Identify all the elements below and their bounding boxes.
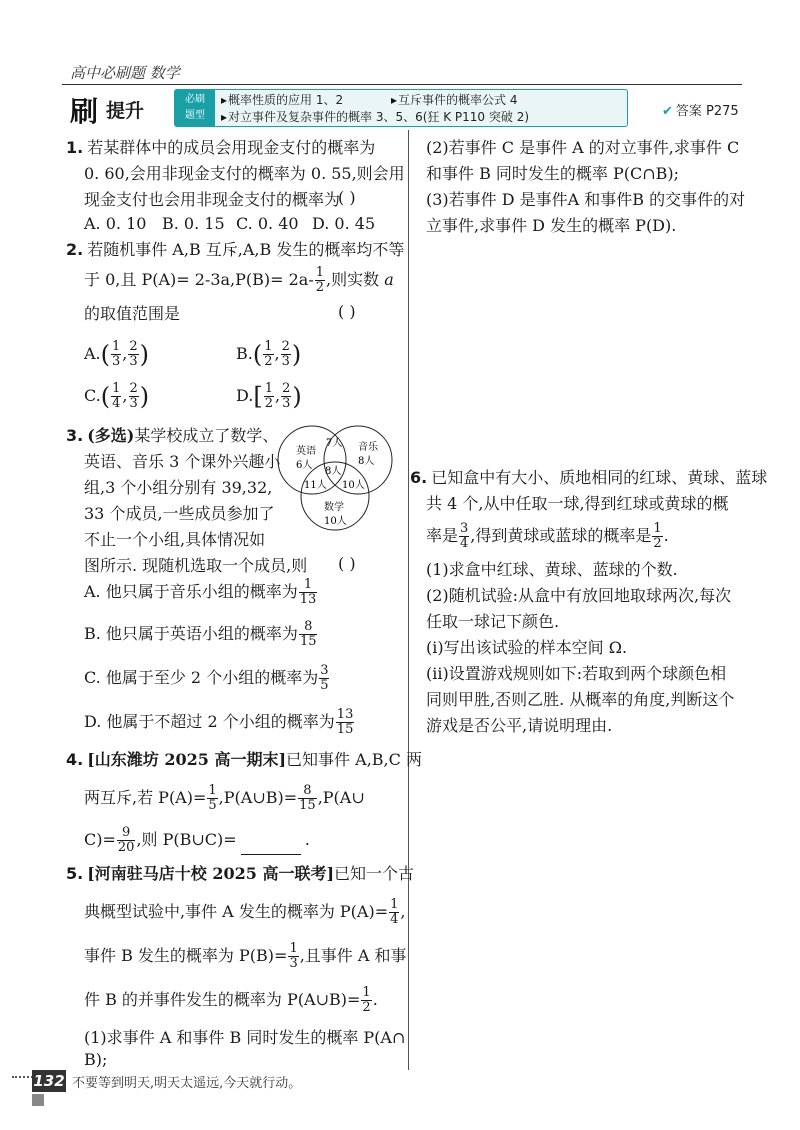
footer-quote: 不要等到明天,明天太遥远,今天就行动。 (72, 1076, 302, 1091)
q2-line1 (66, 238, 404, 262)
q4-line2-a: 两互斥,若 P(A)= (84, 788, 207, 807)
q2-opt-c-label: C. (84, 386, 101, 405)
q1-number: 1. (66, 138, 84, 157)
q3-opt-c-den: 5 (320, 678, 329, 693)
q1-option-c: C. 0. 40 (236, 214, 299, 233)
q5-f2-den: 3 (289, 956, 298, 971)
q4-f2-den: 15 (299, 798, 316, 813)
q1-line2: 0. 60,会用非现金支付的概率为 0. 55,则会用 (84, 164, 405, 183)
q6-sub2-line1: (2)随机试验:从盒中有放回地取球两次,每次 (426, 586, 732, 605)
seal-line-2: 题型 (185, 110, 205, 121)
q4-line3-b: ,则 P(B∪C)= (136, 830, 237, 849)
q3-tag: (多选) (87, 426, 135, 445)
q2-option-b: B.( $\frac{1}{2}$ , $\frac{2}{3}$ ) (236, 339, 302, 369)
q3-option-d (84, 708, 355, 737)
q6-sub1: (1)求盒中红球、黄球、蓝球的个数. (426, 560, 678, 579)
q2-option-d: D.[ $\frac{1}{2}$ , $\frac{2}{3}$ ) (236, 381, 302, 411)
q3-opt-b-text: B. 他只属于英语小组的概率为 (84, 624, 298, 643)
q3-opt-a-den: 13 (299, 592, 317, 607)
q5-line1-text: 已知一个古 (334, 864, 415, 883)
q2-opt-d-n2: 2 (282, 381, 291, 396)
q4-line1-text: 已知事件 A,B,C 两 (286, 750, 422, 769)
q4-f1-num: 1 (208, 783, 217, 798)
badge-brush-glyph: 刷 (70, 95, 97, 128)
q2-opt-b-d1: 2 (264, 354, 273, 369)
q6-sub2-line2: 任取一球记下颜色. (426, 612, 560, 631)
q5-frac-2 (288, 942, 298, 971)
q3-opt-b-num: 8 (299, 620, 318, 635)
q2-opt-d-f1 (264, 382, 274, 411)
q2-line2-post: ,则实数 (326, 270, 380, 289)
q5-f1-num: 1 (390, 897, 399, 912)
q2-opt-d-f2 (281, 382, 291, 411)
q1-line3: 现金支付也会用非现金支付的概率为 (84, 190, 341, 209)
q4-line3: C)= $\frac{9}{20}$ ,则 P(B∪C)= . (84, 825, 310, 855)
q3-opt-c-num: 3 (320, 663, 329, 678)
q4-frac-2 (298, 784, 317, 813)
q2-opt-b-n2: 2 (281, 339, 290, 354)
must-do-seal (175, 90, 215, 126)
q2-opt-a-d2: 3 (129, 354, 138, 369)
q4-line2 (84, 784, 365, 813)
q5-line3 (84, 942, 407, 971)
topic-tag-1: ▸ 概率性质的应用 1、2 (221, 91, 343, 108)
q5-line1 (66, 862, 414, 886)
q5-f3-den: 2 (362, 1000, 371, 1015)
q2-opt-c-d2: 3 (129, 396, 138, 411)
q2-line3: 的取值范围是 (84, 304, 181, 323)
q2-opt-a-n2: 2 (129, 339, 138, 354)
q2-opt-a-label: A. (84, 344, 101, 363)
q5-sub1-line2: B); (84, 1050, 108, 1069)
q5-frac-3 (361, 986, 371, 1015)
q4-f3-num: 9 (117, 826, 136, 841)
q1-answer-bracket: ( ) (338, 188, 356, 207)
q2-frac-den: 2 (315, 280, 325, 295)
q2-option-c: C.( $\frac{1}{4}$ , $\frac{2}{3}$ ) (84, 381, 150, 411)
q3-line3: 组,3 个小组分别有 39,32, (84, 478, 273, 497)
venn-count-english-math: 11人 (304, 480, 327, 491)
q6-number: 6. (410, 468, 428, 487)
q2-opt-d-rb: ) (292, 382, 302, 411)
q3-opt-d-text: D. 他属于不超过 2 个小组的概率为 (84, 712, 335, 731)
q3-option-c (84, 664, 330, 693)
q2-frac-num: 1 (315, 265, 325, 280)
q1-option-d: D. 0. 45 (312, 214, 376, 233)
q3-opt-a-frac (299, 578, 318, 607)
q3-opt-b-frac (299, 620, 318, 649)
q2-fraction (315, 266, 325, 295)
q4-frac-3 (117, 826, 136, 855)
q2-opt-a-f2 (128, 340, 138, 369)
q5-sub2-line1: (2)若事件 C 是事件 A 的对立事件,求事件 C (426, 138, 740, 157)
q3-option-a (84, 578, 318, 607)
q5-line2-a: 典概型试验中,事件 A 发生的概率为 P(A)= (84, 902, 389, 921)
q2-opt-b-n1: 1 (264, 339, 273, 354)
q3-opt-a-text: A. 他只属于音乐小组的概率为 (84, 582, 298, 601)
q3-opt-d-num: 13 (336, 707, 354, 722)
q3-opt-a-num: 1 (299, 578, 318, 593)
q4-f3-den: 20 (117, 840, 135, 855)
q4-source: [山东潍坊 2025 高一期末] (87, 750, 287, 769)
q2-opt-a-n1: 1 (112, 339, 121, 354)
q3-line4: 33 个成员,一些成员参加了 (84, 504, 275, 523)
venn-count-english-music: 7人 (326, 438, 343, 449)
q3-answer-bracket: ( ) (338, 554, 356, 573)
q5-f2-num: 1 (289, 941, 298, 956)
q6-frac-1 (459, 522, 469, 551)
q2-opt-d-d2: 3 (282, 396, 291, 411)
page-number: 132 (33, 1072, 65, 1090)
q2-opt-b-f1 (263, 340, 273, 369)
q3-line1 (66, 424, 278, 448)
q4-answer-blank[interactable] (241, 838, 301, 855)
q5-line4 (84, 986, 378, 1015)
q5-number: 5. (66, 864, 84, 883)
venn-diagram (276, 420, 394, 534)
q3-opt-c-frac (319, 664, 329, 693)
venn-count-center: 8人 (325, 466, 342, 477)
q5-line4-b: . (372, 990, 378, 1009)
q6-sub-ii-line2: 同则甲胜,否则乙胜. 从概率的角度,判断这个 (426, 690, 735, 709)
q2-option-a: A.( $\frac{1}{3}$ , $\frac{2}{3}$ ) (84, 339, 150, 369)
q3-line2: 英语、音乐 3 个课外兴趣小 (84, 452, 281, 471)
footer-mark (32, 1094, 44, 1106)
q4-f2-num: 8 (298, 784, 317, 799)
q2-opt-a-d1: 3 (112, 354, 121, 369)
venn-count-english: 6人 (296, 460, 313, 471)
q6-sub-i: (i)写出该试验的样本空间 Ω. (426, 638, 628, 657)
q6-line3 (426, 522, 669, 551)
q5-line3-b: ,且事件 A 和事 (299, 946, 407, 965)
q2-opt-c-f2 (129, 382, 139, 411)
q2-opt-b-lb: ( (252, 340, 263, 369)
q2-opt-d-n1: 1 (264, 381, 273, 396)
check-icon: ✔ (662, 104, 673, 119)
q2-opt-d-label: D. (236, 386, 254, 405)
q6-line3-b: ,得到黄球或蓝球的概率是 (470, 526, 652, 545)
q3-line6: 图所示. 现随机选取一个成员,则 (84, 556, 308, 575)
q5-source: [河南驻马店十校 2025 高一联考] (87, 864, 335, 883)
q2-line2 (84, 266, 394, 295)
q5-sub2-line2: 和事件 B 同时发生的概率 P(C∩B); (426, 164, 680, 183)
q2-opt-d-lb: [ (253, 382, 263, 411)
q2-opt-c-lb: ( (100, 382, 111, 411)
q3-opt-d-frac (336, 708, 355, 737)
q4-frac-1 (207, 784, 217, 813)
q6-line1 (410, 466, 767, 490)
q6-sub-ii-line3: 游戏是否公平,请说明理由. (426, 716, 613, 735)
q2-opt-c-n1: 1 (112, 381, 121, 396)
book-title: 高中必刷题 数学 (70, 64, 180, 82)
venn-count-music: 8人 (358, 456, 375, 467)
q4-number: 4. (66, 750, 84, 769)
badge-word: 提升 (106, 100, 145, 122)
q6-f2-den: 2 (653, 536, 662, 551)
answer-ref (662, 100, 739, 119)
venn-label-music: 音乐 (358, 442, 378, 453)
q3-number: 3. (66, 426, 84, 445)
q2-opt-c-n2: 2 (129, 381, 138, 396)
q5-line3-a: 事件 B 发生的概率为 P(B)= (84, 946, 288, 965)
q4-line2-b: ,P(A∪B)= (218, 788, 298, 807)
q2-opt-c-d1: 4 (112, 396, 121, 411)
q6-line2: 共 4 个,从中任取一球,得到红球或黄球的概 (426, 494, 729, 513)
q2-line1-text: 若随机事件 A,B 互斥,A,B 发生的概率均不等 (87, 240, 405, 259)
q4-line1 (66, 748, 422, 772)
q2-opt-a-f1 (111, 340, 121, 369)
q1-line1 (66, 136, 375, 160)
q6-sub-ii-line1: (ii)设置游戏规则如下:若取到两个球颜色相 (426, 664, 727, 683)
topic-tag-3: ▸ 对立事件及复杂事件的概率 3、5、6(狂 K P110 突破 2) (221, 108, 529, 125)
q4-line3-a: C)= (84, 830, 116, 849)
q3-line1-text: 某学校成立了数学、 (134, 426, 279, 445)
answer-text: 答案 P275 (675, 104, 739, 119)
q4-line2-c: ,P(A∪ (317, 788, 365, 807)
q6-line1-text: 已知盒中有大小、质地相同的红球、黄球、蓝球 (431, 468, 768, 487)
q6-f2-num: 1 (653, 521, 662, 536)
column-divider (408, 130, 409, 1070)
q5-f1-den: 4 (390, 912, 399, 927)
q2-opt-a-lb: ( (100, 340, 111, 369)
q3-option-b (84, 620, 318, 649)
q2-opt-a-rb: ) (139, 340, 150, 369)
q6-line3-c: . (663, 526, 669, 545)
q2-answer-bracket: ( ) (338, 302, 356, 321)
q5-line4-a: 件 B 的并事件发生的概率为 P(A∪B)= (84, 990, 361, 1009)
q6-f1-num: 3 (460, 521, 469, 536)
q2-opt-b-label: B. (236, 344, 253, 363)
venn-count-math: 10人 (324, 516, 347, 527)
q5-frac-1 (389, 898, 399, 927)
topic-tag-2: ▸ 互斥事件的概率公式 4 (391, 91, 517, 108)
venn-label-english: 英语 (296, 446, 316, 457)
q2-number: 2. (66, 240, 84, 259)
topic-tag-box (174, 89, 628, 127)
q2-var-a: a (384, 270, 394, 289)
q2-line2-pre: 于 0,且 P(A)= 2-3a,P(B)= 2a- (84, 270, 314, 289)
q4-f1-den: 5 (208, 798, 217, 813)
q6-line3-a: 率是 (426, 526, 459, 545)
header-rule (62, 84, 742, 85)
q2-opt-b-d2: 3 (281, 354, 290, 369)
q5-sub3-line1: (3)若事件 D 是事件A 和事件B 的交事件的对 (426, 190, 746, 209)
venn-label-math: 数学 (324, 502, 344, 513)
q5-line2-b: , (400, 902, 406, 921)
q5-sub3-line2: 立事件,求事件 D 发生的概率 P(D). (426, 216, 677, 235)
q2-opt-b-rb: ) (291, 340, 302, 369)
q6-f1-den: 4 (460, 536, 469, 551)
section-badge (70, 90, 170, 128)
q1-line1-text: 若某群体中的成员会用现金支付的概率为 (87, 138, 376, 157)
q2-opt-d-d1: 2 (264, 396, 273, 411)
q5-line2 (84, 898, 406, 927)
q3-opt-d-den: 15 (336, 722, 354, 737)
q3-opt-c-text: C. 他属于至少 2 个小组的概率为 (84, 668, 319, 687)
seal-line-1: 必刷 (185, 94, 205, 105)
q6-frac-2 (652, 522, 662, 551)
q3-line5: 不止一个小组,具体情况如 (84, 530, 266, 549)
q5-f3-num: 1 (362, 985, 371, 1000)
q2-opt-b-f2 (281, 340, 291, 369)
q2-opt-c-f1 (111, 382, 121, 411)
q1-option-b: B. 0. 15 (162, 214, 225, 233)
q1-option-a: A. 0. 10 (84, 214, 147, 233)
q2-opt-c-rb: ) (139, 382, 150, 411)
q5-sub1-line1: (1)求事件 A 和事件 B 同时发生的概率 P(A∩ (84, 1028, 406, 1047)
q3-opt-b-den: 15 (299, 634, 317, 649)
venn-count-music-math: 10人 (342, 480, 365, 491)
